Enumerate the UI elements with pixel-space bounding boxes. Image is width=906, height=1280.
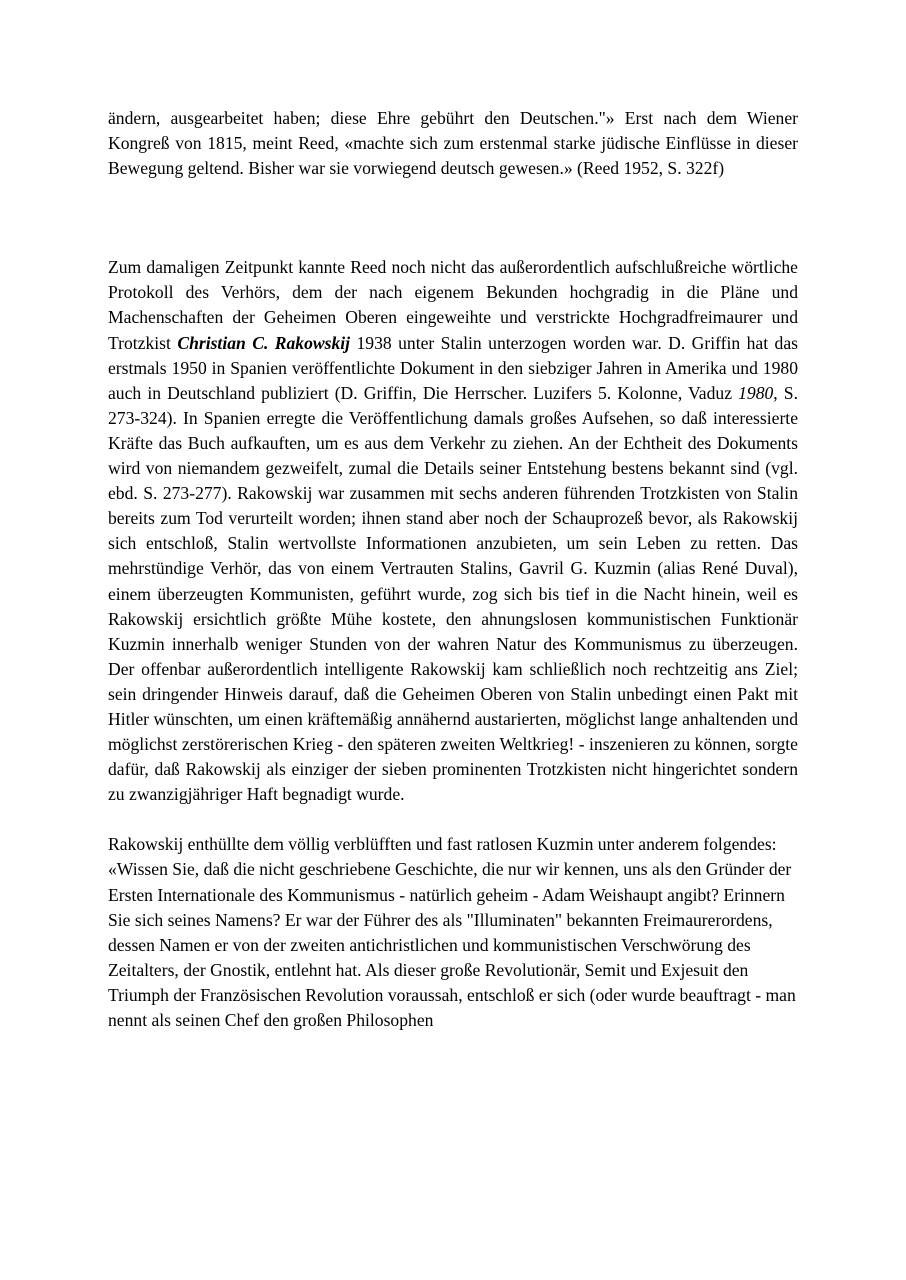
text-run: , S. 273-324). In Spanien erregte die Veröffentlichung damals großes Aufsehen, so daß interessierte Kräfte das Buch aufkauften, um es aus dem Verkehr zu ziehen. An der Echtheit des Dokuments wird von niemandem gezweifelt, zumal die Details seiner Entstehung bestens bekannt sind (vgl. ebd. S. 273-277). Rakowskij war zusammen mit sechs anderen führenden Trotzkisten von Stalin bereits zum Tod verurteilt worden; ihnen stand aber noch der Schauprozeß bevor, als Rakowskij sich entschloß, Stalin wertvollste Informationen anzubieten, um sein Leben zu retten. Das mehrstündige Verhör, das von einem Vertrauten Stalins, Gavril G. Kuzmin (alias René Duval), einem überzeugten Kommunisten, geführt wurde, zog sich bis tief in die Nacht hinein, weil es Rakowskij ersichtlich größte Mühe kostete, den ahnungslosen kommunistischen Funktionär Kuzmin innerhalb weniger Stunden von der wahren Natur des Kommunismus zu überzeugen. Der offenbar außerordentlich intelligente Rakowskij kam schließlich noch rechtzeitig ans Ziel; sein dringender Hinweis darauf, daß die Geheimen Oberen von Stalin unbedingt einen Pakt mit Hitler wünschten, um einen kräftemäßig annähernd austarierten, möglichst lange anhaltenden und möglichst zerstörerischen Krieg - den späteren zweiten Weltkrieg! - inszenieren zu können, sorgte dafür, daß Rakowskij als einziger der sieben prominenten Trotzkisten nicht hingerichtet sondern zu zwanzigjähriger Haft begnadigt wurde. [108,382,798,805]
paragraph-spacer-large [108,181,798,255]
text-run: 1938 unter Stalin unterzogen worden war. D. Griffin hat das erstmals 1950 in Spanien veröffentlichte Dokument in den siebziger Jahren in Amerika und 1980 auch in Deutschland publiziert (D. Griffin, Die Herrscher. Luzifers 5. Kolonne, Vaduz [108,332,799,403]
paragraph-reed-quote [108,106,798,181]
emphasis-year-1980: 1980 [738,382,774,403]
text-run: Rakowskij enthüllte dem völlig verblüfften und fast ratlosen Kuzmin unter anderem folgendes: «Wissen Sie, daß die nicht geschriebene Geschichte, die nur wir kennen, uns als den Gründer der Ersten Internationale des Kommunismus - natürlich geheim - Adam Weishaupt angibt? Erinnern Sie sich seines Namens? Er war der Führer des als "Illuminaten" bekannten Freimaurerordens, dessen Namen er von der zweiten antichristlichen und kommunistischen Verschwörung des Zeitalters, der Gnostik, entlehnt hat. Als dieser große Revolutionär, Semit und Exjesuit den Triumph der Französischen Revolution voraussah, entschloß er sich (oder wurde beauftragt - man nennt als seinen Chef den großen Philosophen [108,834,796,1030]
paragraph-rakowskij-enthuellte [108,832,798,1033]
paragraph-rakowskij-protokoll [108,255,798,807]
text-run: Zum damaligen Zeitpunkt kannte Reed noch nicht das außerordentlich aufschlußreiche wörtliche Protokoll des Verhörs, dem der nach eigenem Bekunden hochgradig in die Pläne und Machenschaften der Geheimen Oberen eingeweihte und verstrickte Hochgradfreimaurer und Trotzkist [108,257,798,353]
paragraph-spacer-small [108,807,798,832]
emphasis-name-rakowskij: Christian C. Rakowskij [177,332,351,353]
body-text-column [108,106,798,1033]
text-run: ändern, ausgearbeitet haben; diese Ehre gebührt den Deutschen."» Erst nach dem Wiener Kongreß von 1815, meint Reed, «machte sich zum erstenmal starke jüdische Einflüsse in dieser Bewegung geltend. Bisher war sie vorwiegend deutsch gewesen.» (Reed 1952, S. 322f) [108,108,798,179]
